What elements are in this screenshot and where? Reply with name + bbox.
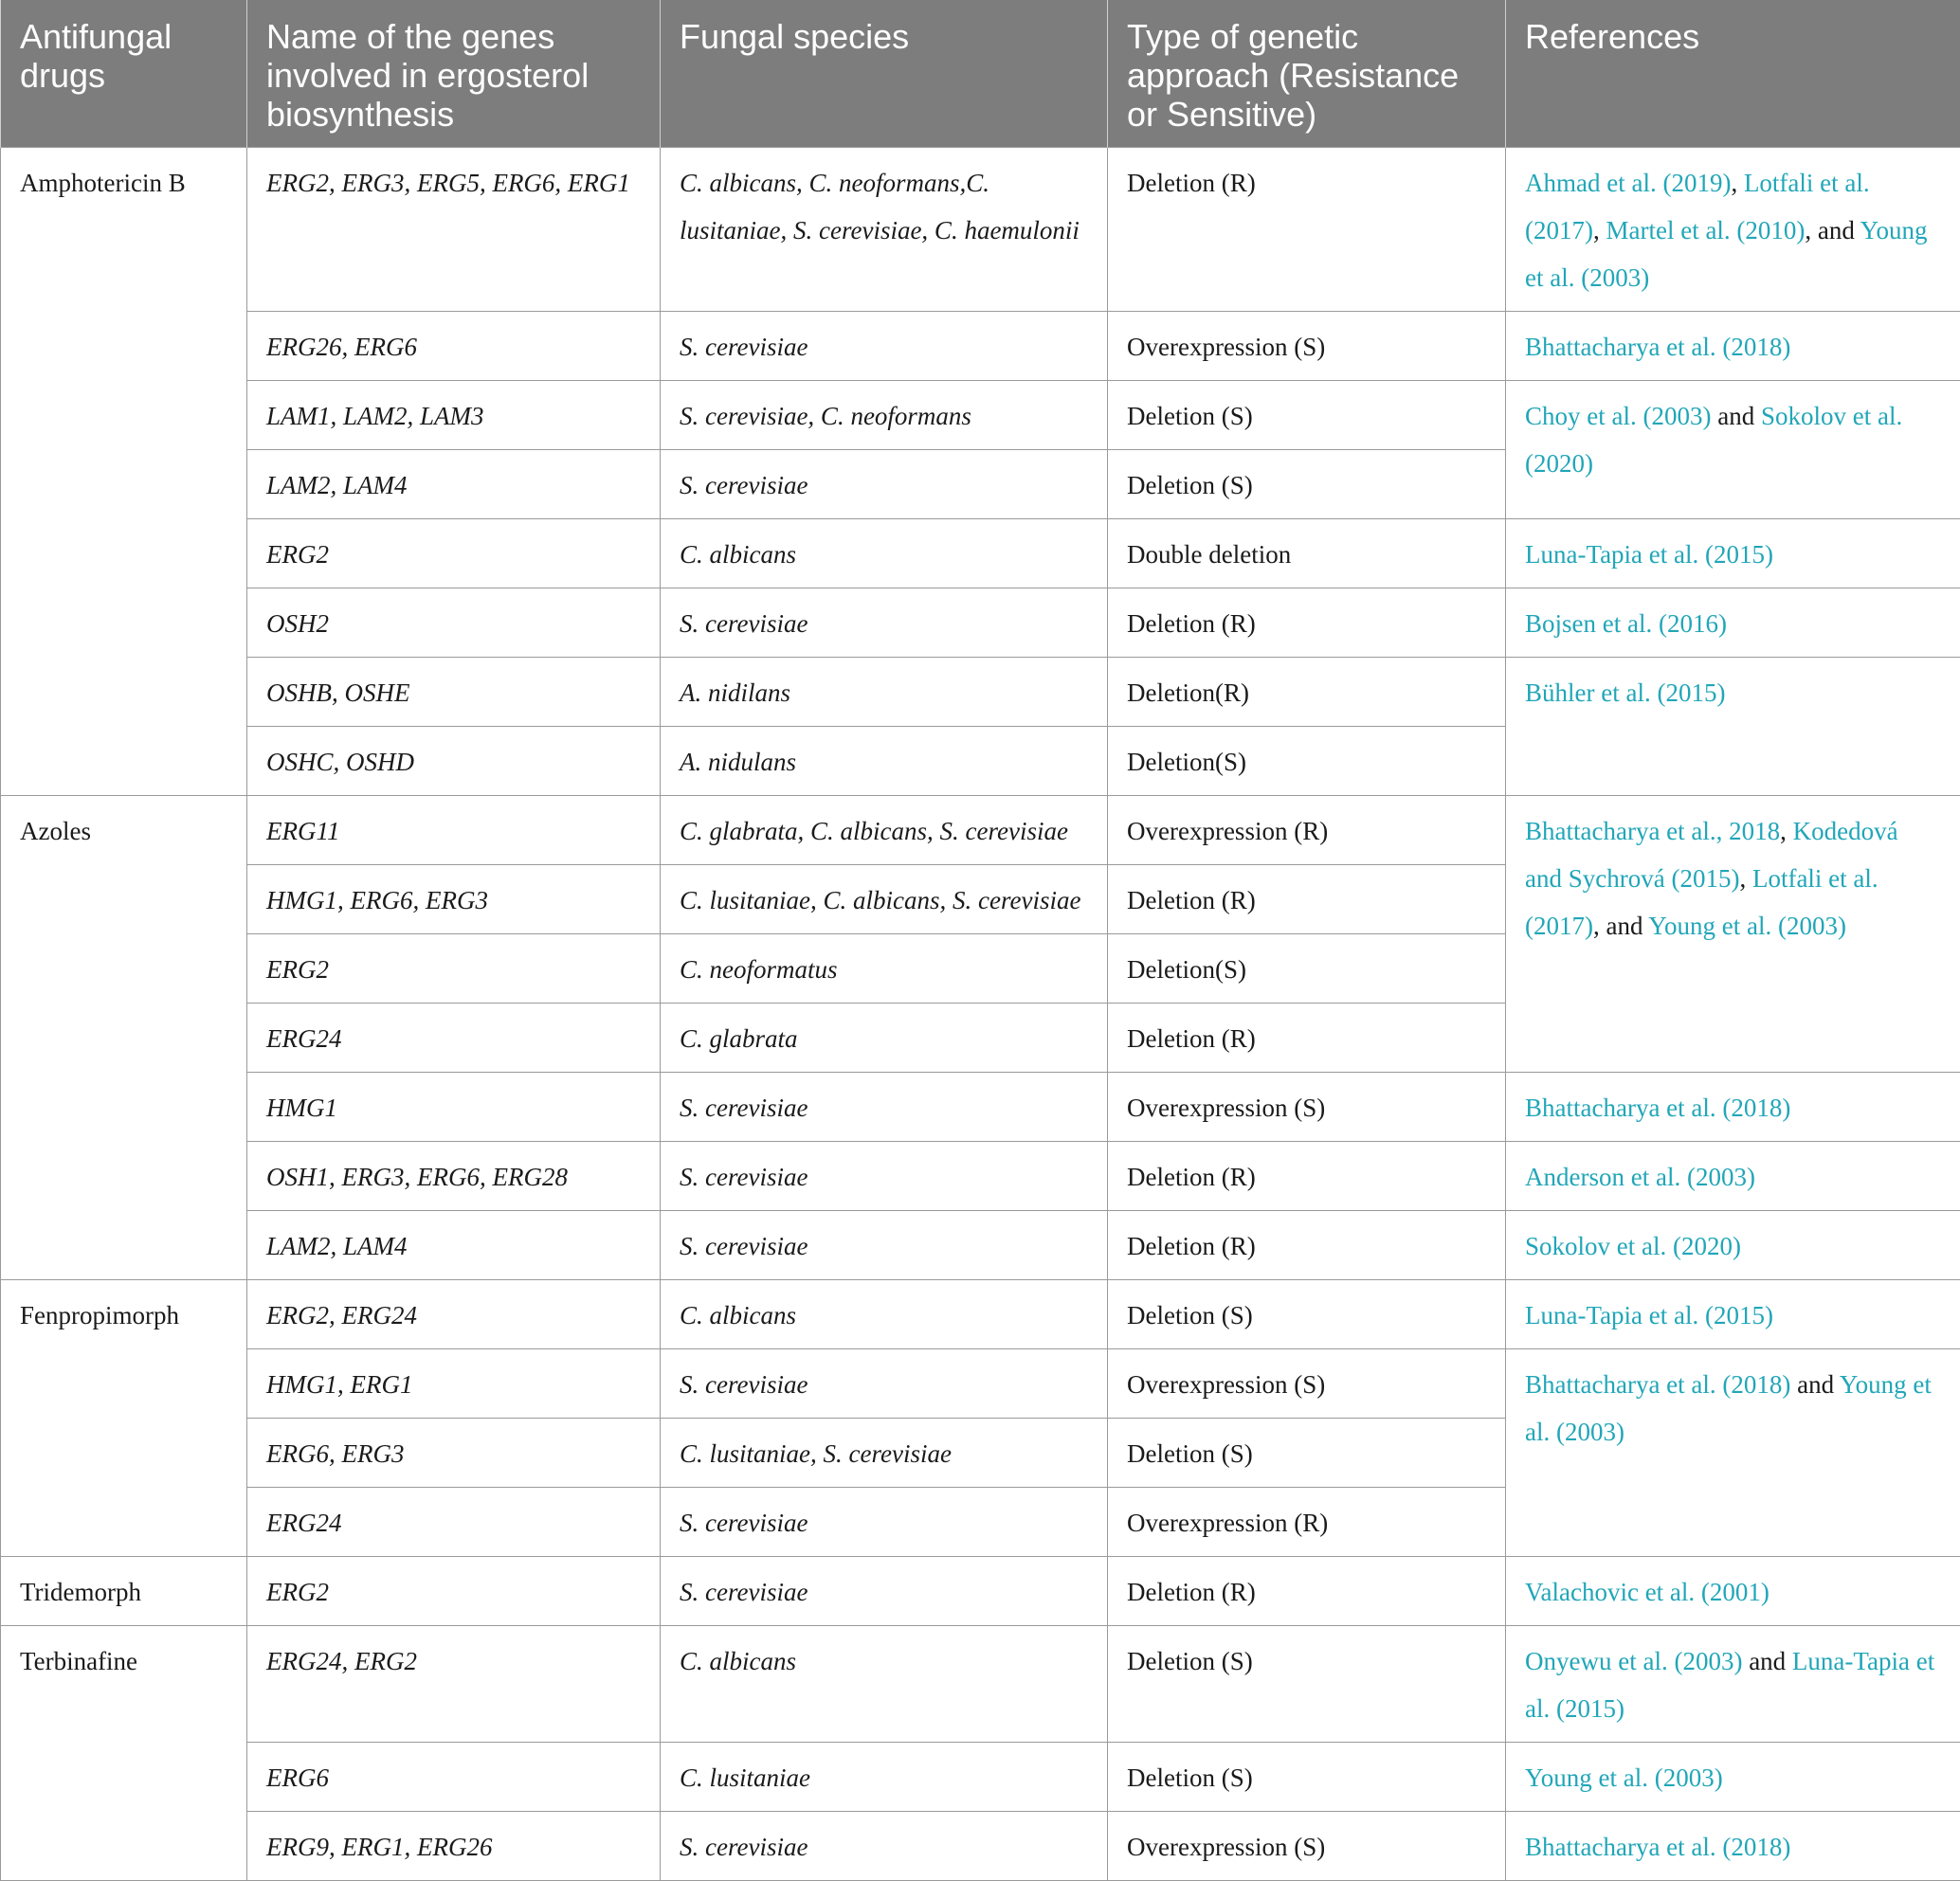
reference-separator: , and (1593, 912, 1648, 940)
genes-cell: ERG6 (247, 1743, 661, 1812)
reference-link[interactable]: Bhattacharya et al. (2018) (1525, 1833, 1790, 1861)
species-cell: S. cerevisiae (661, 1142, 1108, 1211)
genes-cell: ERG6, ERG3 (247, 1419, 661, 1488)
reference-link[interactable]: Lotfali et al. (2017) (1525, 169, 1870, 244)
approach-cell: Deletion (S) (1108, 450, 1506, 519)
approach-cell: Deletion (S) (1108, 1419, 1506, 1488)
reference-link[interactable]: Bhattacharya et al., 2018 (1525, 817, 1780, 845)
table-row (1, 381, 1960, 450)
genes-cell: ERG24 (247, 1488, 661, 1557)
drug-cell-terbinafine: Terbinafine (1, 1626, 247, 1881)
approach-cell: Deletion (R) (1108, 1004, 1506, 1073)
species-cell: S. cerevisiae (661, 1557, 1108, 1626)
table-row (1, 1557, 1960, 1626)
genes-cell: ERG2 (247, 519, 661, 588)
header-genetic-approach: Type of genetic approach (Resistance or Sensitive) (1108, 0, 1506, 148)
approach-cell: Deletion(S) (1108, 934, 1506, 1004)
drug-cell-tridemorph: Tridemorph (1, 1557, 247, 1626)
reference-cell (1506, 519, 1960, 588)
genes-cell: LAM2, LAM4 (247, 1211, 661, 1280)
reference-link[interactable]: Sokolov et al. (2020) (1525, 402, 1902, 478)
table-row (1, 796, 1960, 865)
reference-separator: , (1593, 216, 1606, 244)
reference-link[interactable]: Young et al. (2003) (1525, 216, 1927, 292)
approach-cell: Overexpression (R) (1108, 796, 1506, 865)
reference-link[interactable]: Bhattacharya et al. (2018) (1525, 1370, 1790, 1399)
approach-cell: Deletion (R) (1108, 1557, 1506, 1626)
reference-cell (1506, 1142, 1960, 1211)
reference-link[interactable]: Bojsen et al. (2016) (1525, 609, 1727, 638)
genes-cell: LAM1, LAM2, LAM3 (247, 381, 661, 450)
reference-cell (1506, 1349, 1960, 1557)
genes-cell: HMG1, ERG6, ERG3 (247, 865, 661, 934)
reference-cell (1506, 658, 1960, 796)
species-cell: C. glabrata (661, 1004, 1108, 1073)
reference-link[interactable]: Lotfali et al. (2017) (1525, 864, 1878, 940)
reference-link[interactable]: Sokolov et al. (2020) (1525, 1232, 1741, 1260)
genes-cell: ERG2 (247, 934, 661, 1004)
table-row (1, 1073, 1960, 1142)
reference-link[interactable]: Choy et al. (2003) (1525, 402, 1711, 430)
approach-cell: Deletion(R) (1108, 658, 1506, 727)
approach-cell: Overexpression (S) (1108, 1812, 1506, 1881)
reference-link[interactable]: Bhattacharya et al. (2018) (1525, 333, 1790, 361)
reference-separator: , (1731, 169, 1744, 197)
reference-link[interactable]: Luna-Tapia et al. (2015) (1525, 1647, 1934, 1723)
species-cell: C. neoformatus (661, 934, 1108, 1004)
table-row (1, 1626, 1960, 1743)
reference-cell (1506, 1211, 1960, 1280)
drug-cell-amphotericin-b: Amphotericin B (1, 148, 247, 796)
reference-link[interactable]: Young et al. (2003) (1525, 1763, 1723, 1792)
species-cell: S. cerevisiae (661, 1349, 1108, 1419)
reference-link[interactable]: Young et al. (2003) (1525, 1370, 1932, 1446)
drug-cell-fenpropimorph: Fenpropimorph (1, 1280, 247, 1557)
table-row (1, 1349, 1960, 1419)
approach-cell: Double deletion (1108, 519, 1506, 588)
genes-cell: ERG9, ERG1, ERG26 (247, 1812, 661, 1881)
reference-cell (1506, 312, 1960, 381)
table-row (1, 1280, 1960, 1349)
approach-cell: Deletion (R) (1108, 588, 1506, 658)
reference-link[interactable]: Anderson et al. (2003) (1525, 1163, 1755, 1191)
genes-cell: OSHC, OSHD (247, 727, 661, 796)
species-cell: C. lusitaniae, C. albicans, S. cerevisiae (661, 865, 1108, 934)
reference-link[interactable]: Bühler et al. (2015) (1525, 678, 1725, 707)
table-row (1, 658, 1960, 727)
header-row (1, 0, 1960, 148)
table-row (1, 1142, 1960, 1211)
drug-cell-azoles: Azoles (1, 796, 247, 1280)
approach-cell: Overexpression (S) (1108, 1349, 1506, 1419)
header-antifungal-drugs: Antifungal drugs (1, 0, 247, 148)
species-cell: S. cerevisiae (661, 1488, 1108, 1557)
reference-link[interactable]: Kodedová and Sychrová (2015) (1525, 817, 1898, 893)
approach-cell: Overexpression (R) (1108, 1488, 1506, 1557)
approach-cell: Overexpression (S) (1108, 312, 1506, 381)
species-cell: S. cerevisiae, C. neoformans (661, 381, 1108, 450)
approach-cell: Deletion (R) (1108, 148, 1506, 312)
approach-cell: Deletion (R) (1108, 1142, 1506, 1211)
table-row (1, 1743, 1960, 1812)
species-cell: S. cerevisiae (661, 1073, 1108, 1142)
species-cell: C. albicans, C. neoformans,C. lusitaniae, S. cerevisiae, C. haemulonii (661, 148, 1108, 312)
genes-cell: ERG26, ERG6 (247, 312, 661, 381)
header-fungal-species: Fungal species (661, 0, 1108, 148)
genes-cell: ERG11 (247, 796, 661, 865)
reference-cell (1506, 796, 1960, 1073)
reference-link[interactable]: Martel et al. (2010) (1606, 216, 1805, 244)
species-cell: S. cerevisiae (661, 1812, 1108, 1881)
species-cell: C. lusitaniae, S. cerevisiae (661, 1419, 1108, 1488)
table-row (1, 588, 1960, 658)
species-cell: A. nidilans (661, 658, 1108, 727)
species-cell: S. cerevisiae (661, 588, 1108, 658)
reference-link[interactable]: Young et al. (2003) (1648, 912, 1846, 940)
reference-separator: and (1790, 1370, 1839, 1399)
genes-cell: OSH1, ERG3, ERG6, ERG28 (247, 1142, 661, 1211)
approach-cell: Deletion (S) (1108, 381, 1506, 450)
reference-cell (1506, 1626, 1960, 1743)
reference-cell (1506, 1812, 1960, 1881)
species-cell: S. cerevisiae (661, 450, 1108, 519)
species-cell: C. albicans (661, 519, 1108, 588)
reference-link[interactable]: Luna-Tapia et al. (2015) (1525, 540, 1773, 569)
species-cell: S. cerevisiae (661, 1211, 1108, 1280)
approach-cell: Deletion (S) (1108, 1743, 1506, 1812)
reference-cell (1506, 1743, 1960, 1812)
species-cell: A. nidulans (661, 727, 1108, 796)
reference-cell (1506, 381, 1960, 519)
genes-cell: ERG24 (247, 1004, 661, 1073)
table-row (1, 312, 1960, 381)
genes-cell: HMG1, ERG1 (247, 1349, 661, 1419)
reference-link[interactable]: Bhattacharya et al. (2018) (1525, 1094, 1790, 1122)
species-cell: C. lusitaniae (661, 1743, 1108, 1812)
approach-cell: Deletion (S) (1108, 1626, 1506, 1743)
approach-cell: Deletion(S) (1108, 727, 1506, 796)
species-cell: C. albicans (661, 1626, 1108, 1743)
reference-separator: , (1780, 817, 1793, 845)
genes-cell: HMG1 (247, 1073, 661, 1142)
header-gene-names: Name of the genes involved in ergosterol biosynthesis (247, 0, 661, 148)
reference-separator: , (1739, 864, 1752, 893)
species-cell: C. glabrata, C. albicans, S. cerevisiae (661, 796, 1108, 865)
genes-cell: LAM2, LAM4 (247, 450, 661, 519)
genes-cell: OSH2 (247, 588, 661, 658)
header-references: References (1506, 0, 1960, 148)
approach-cell: Deletion (R) (1108, 865, 1506, 934)
table-row (1, 1812, 1960, 1881)
table-row (1, 1211, 1960, 1280)
genes-cell: ERG2 (247, 1557, 661, 1626)
genes-cell: ERG2, ERG3, ERG5, ERG6, ERG1 (247, 148, 661, 312)
approach-cell: Overexpression (S) (1108, 1073, 1506, 1142)
approach-cell: Deletion (S) (1108, 1280, 1506, 1349)
reference-separator: and (1742, 1647, 1791, 1675)
reference-cell (1506, 588, 1960, 658)
reference-cell (1506, 148, 1960, 312)
reference-separator: and (1711, 402, 1760, 430)
reference-cell (1506, 1557, 1960, 1626)
genes-cell: ERG2, ERG24 (247, 1280, 661, 1349)
reference-link[interactable]: Valachovic et al. (2001) (1525, 1578, 1769, 1606)
genes-cell: OSHB, OSHE (247, 658, 661, 727)
reference-link[interactable]: Luna-Tapia et al. (2015) (1525, 1301, 1773, 1329)
reference-cell (1506, 1073, 1960, 1142)
species-cell: S. cerevisiae (661, 312, 1108, 381)
table-row (1, 519, 1960, 588)
table-row (1, 148, 1960, 312)
reference-cell (1506, 1280, 1960, 1349)
species-cell: C. albicans (661, 1280, 1108, 1349)
reference-separator: , and (1805, 216, 1860, 244)
reference-link[interactable]: Onyewu et al. (2003) (1525, 1647, 1742, 1675)
approach-cell: Deletion (R) (1108, 1211, 1506, 1280)
reference-link[interactable]: Ahmad et al. (2019) (1525, 169, 1731, 197)
genes-cell: ERG24, ERG2 (247, 1626, 661, 1743)
